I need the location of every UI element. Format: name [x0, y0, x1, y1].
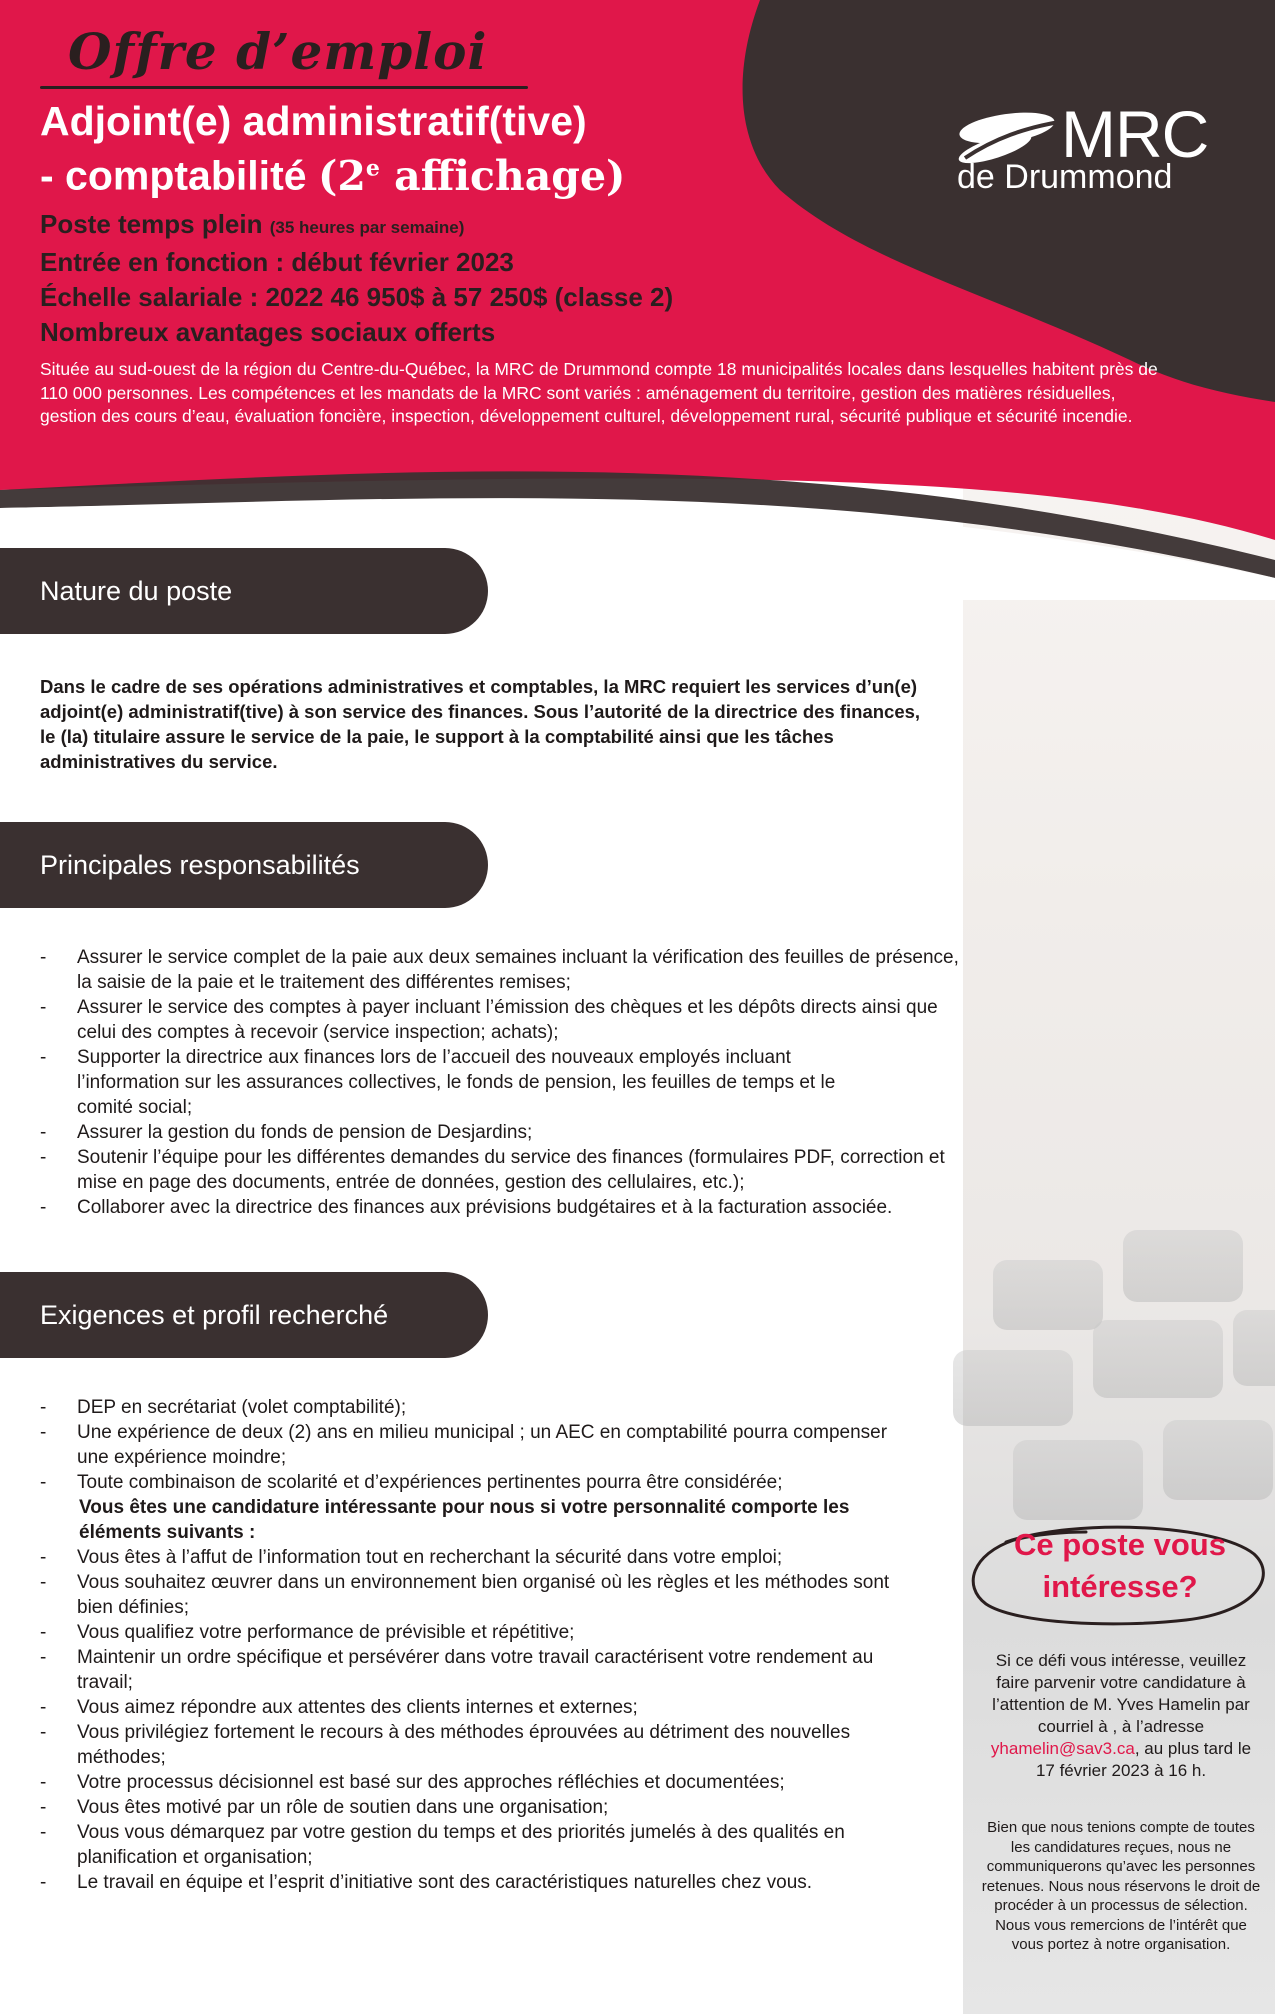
logo-subtitle: de Drummond: [957, 158, 1173, 196]
list-item: [0, 1145, 970, 1195]
dash-bullet: -: [40, 1722, 47, 1743]
fact-benefits: Nombreux avantages sociaux offerts: [40, 317, 496, 347]
section-header-requirements: Exigences et profil recherché: [0, 1272, 488, 1358]
list-item-text: Soutenir l’équipe pour les différentes demandes du service des finances (formulaires PDF, correction et mise en page des documents, entrée de données, gestion des cellulaires, etc.);: [77, 1147, 945, 1193]
list-item: [0, 1770, 900, 1795]
list-item: [0, 1195, 970, 1220]
dash-bullet: -: [40, 1122, 47, 1143]
list-item-text: Assurer le service complet de la paie aux deux semaines incluant la vérification des feuilles de présence, la saisie de la paie et le traitement des différentes remises;: [77, 947, 959, 993]
list-item-text: Vous souhaitez œuvrer dans un environnement bien organisé où les règles et les méthodes sont bien définies;: [77, 1572, 890, 1618]
list-item: [0, 1870, 900, 1895]
fact-fulltime: [40, 207, 800, 245]
dash-bullet: -: [40, 1147, 47, 1168]
list-item-text: Supporter la directrice aux finances lors de l’accueil des nouveaux employés incluant l’information sur les assurances collectives, le fonds de pension, les feuilles de temps et le comité social;: [77, 1047, 836, 1118]
dash-bullet: -: [40, 1047, 47, 1068]
list-item-text: Vous aimez répondre aux attentes des clients internes et externes;: [77, 1697, 638, 1718]
dash-bullet: -: [40, 1622, 47, 1643]
posting-round-sup: e: [365, 155, 380, 181]
nature-text: Dans le cadre de ses opérations administratives et comptables, la MRC requiert les services d’un(e) adjoint(e) administratif(tive) à son service des finances. Sous l’autorité de la directrice des finances, le (la) titulaire assure le service de la paie, le support à la comptabilité ainsi que les tâches administratives du service.: [40, 676, 921, 772]
callout-title-line2: intéresse?: [1042, 1569, 1198, 1604]
callout-text-before: Si ce défi vous intéresse, veuillez faire parvenir votre candidature à l’attention de M. Yves Hamelin par courriel à , à l’adresse: [992, 1651, 1250, 1736]
callout-contact-text: [980, 1650, 1262, 1782]
dash-bullet: -: [40, 1697, 47, 1718]
list-item-text: Toute combinaison de scolarité et d’expériences pertinentes pourra être considérée;: [77, 1472, 783, 1493]
posting-round-rest: affichage): [379, 151, 626, 200]
dash-bullet: -: [40, 1772, 47, 1793]
job-title-line2: - comptabilité: [40, 152, 307, 199]
job-title: [40, 98, 760, 200]
list-item-text: Assurer la gestion du fonds de pension de Desjardins;: [77, 1122, 533, 1143]
list-item: [0, 945, 970, 995]
list-item: [0, 1470, 900, 1495]
contact-email[interactable]: yhamelin@sav3.ca: [990, 1739, 1135, 1758]
list-item-text: Une expérience de deux (2) ans en milieu municipal ; un AEC en comptabilité pourra compenser une expérience moindre;: [77, 1422, 888, 1468]
offer-underline: [40, 86, 528, 89]
dash-bullet: -: [40, 1647, 47, 1668]
fact-fulltime-label: Poste temps plein: [40, 209, 263, 239]
intro-paragraph: Située au sud-ouest de la région du Centre-du-Québec, la MRC de Drummond compte 18 municipalités locales dans lesquelles habitent près de 110 000 personnes. Les compétences et les mandats de la MRC sont variés : aménagement du territoire, gestion des matières résiduelles, gestion des cours d’eau, évaluation foncière, inspection, développement culturel, développement rural, sécurité publique et sécurité incendie.: [40, 359, 1158, 426]
list-item: [0, 1720, 900, 1770]
list-item-text: Vous qualifiez votre performance de prévisible et répétitive;: [77, 1622, 575, 1643]
list-item: [0, 1045, 970, 1120]
list-item: [0, 1695, 900, 1720]
fact-salary: Échelle salariale : 2022 46 950$ à 57 250$ (classe 2): [40, 282, 674, 312]
list-item-text: Collaborer avec la directrice des finances aux prévisions budgétaires et à la facturation associée.: [77, 1197, 893, 1218]
dash-bullet: -: [40, 1872, 47, 1893]
dash-bullet: -: [40, 1422, 47, 1443]
list-item: [0, 1795, 900, 1820]
dash-bullet: -: [40, 1822, 47, 1843]
dash-bullet: -: [40, 1547, 47, 1568]
list-item-text: Assurer le service des comptes à payer incluant l’émission des chèques et les dépôts directs ainsi que celui des comptes à recevoir (service inspection; achats);: [77, 997, 938, 1043]
dash-bullet: -: [40, 1572, 47, 1593]
list-item: [0, 1120, 970, 1145]
dash-bullet: -: [40, 947, 47, 968]
mrc-logo: [955, 97, 1235, 196]
list-item: [0, 1645, 900, 1695]
posting-round-paren: (2: [317, 151, 366, 200]
key-facts: [40, 207, 800, 350]
responsibilities-list: [0, 945, 970, 1220]
list-item-text: Maintenir un ordre spécifique et persévérer dans votre travail caractérisent votre rendement au travail;: [77, 1647, 874, 1693]
dash-bullet: -: [40, 1797, 47, 1818]
list-item: [0, 1620, 900, 1645]
list-item: [0, 1820, 900, 1870]
list-item-text: Vous privilégiez fortement le recours à des méthodes éprouvées au détriment des nouvelles méthodes;: [77, 1722, 851, 1768]
job-title-line1: Adjoint(e) administratif(tive): [40, 98, 587, 144]
list-item: [0, 1395, 900, 1420]
list-item: [0, 1420, 900, 1470]
callout-title-line1: Ce poste vous: [1014, 1527, 1226, 1562]
list-item: [0, 1570, 900, 1620]
list-item: [0, 1545, 900, 1570]
section-header-nature: Nature du poste: [0, 548, 488, 634]
list-item-text: Vous vous démarquez par votre gestion du temps et des priorités jumelés à des qualités en planification et organisation;: [77, 1822, 845, 1868]
list-item-text: DEP en secrétariat (volet comptabilité);: [77, 1397, 407, 1418]
fact-fulltime-hours: (35 heures par semaine): [269, 218, 465, 237]
dash-bullet: -: [40, 1397, 47, 1418]
dash-bullet: -: [40, 997, 47, 1018]
section-header-responsibilities: Principales responsabilités: [0, 822, 488, 908]
requirements-list: [0, 1395, 900, 1895]
list-item-text: Le travail en équipe et l’esprit d’initiative sont des caractéristiques naturelles chez vous.: [77, 1872, 813, 1893]
list-item-text: Vous êtes à l’affut de l’information tout en recherchant la sécurité dans votre emploi;: [77, 1547, 783, 1568]
list-item-text: Vous êtes motivé par un rôle de soutien dans une organisation;: [77, 1797, 609, 1818]
fact-start: Entrée en fonction : début février 2023: [40, 247, 514, 277]
posting-round: [318, 152, 626, 200]
dash-bullet: -: [40, 1472, 47, 1493]
profile-intro: Vous êtes une candidature intéressante pour nous si votre personnalité comporte les éléments suivants :: [79, 1497, 850, 1543]
dash-bullet: -: [40, 1197, 47, 1218]
offer-label: Offre d’emploi: [68, 22, 488, 81]
callout-text-after: , au plus tard le 17 février 2023 à 16 h.: [1035, 1739, 1252, 1780]
list-item-text: Votre processus décisionnel est basé sur des approches réfléchies et documentées;: [77, 1772, 785, 1793]
callout-note: Bien que nous tenions compte de toutes les candidatures reçues, nous ne communiquerons qu’avec les personnes retenues. Nous nous réservons le droit de procéder à un processus de sélection. Nous vous remercions de l’intérêt que vous portez à notre organisation.: [981, 1819, 1261, 1953]
list-item: [0, 995, 970, 1045]
logo-brand: MRC: [1061, 97, 1209, 171]
callout-title: [966, 1524, 1274, 1608]
